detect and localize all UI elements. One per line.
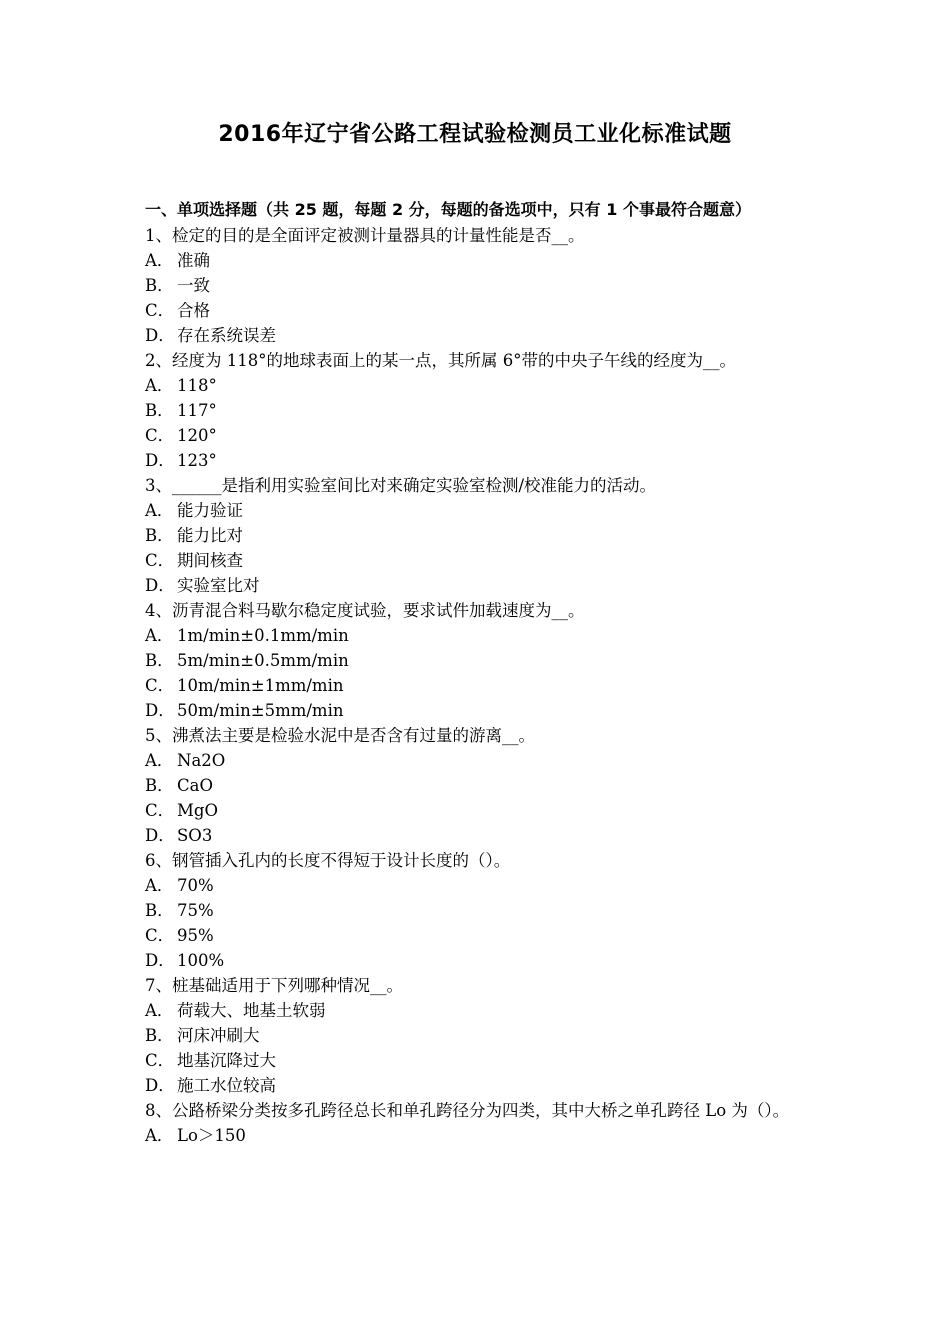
answer-option xyxy=(145,248,810,273)
answer-option xyxy=(145,523,810,548)
answer-option xyxy=(145,623,810,648)
option-letter: D． xyxy=(145,1076,175,1095)
option-text: 123° xyxy=(177,451,217,470)
option-text: Lo＞150 xyxy=(177,1126,246,1145)
option-text: 合格 xyxy=(177,301,210,320)
question-item xyxy=(145,348,810,473)
question-item xyxy=(145,473,810,598)
option-letter: A． xyxy=(145,1001,174,1020)
option-letter: B． xyxy=(145,901,174,920)
question-item xyxy=(145,848,810,973)
answer-option xyxy=(145,448,810,473)
option-text: 存在系统误差 xyxy=(177,326,276,345)
answer-option xyxy=(145,1073,810,1098)
option-letter: C． xyxy=(145,551,175,570)
question-text: 2、经度为 118°的地球表面上的某一点，其所属 6°带的中央子午线的经度为__。 xyxy=(145,351,736,370)
option-letter: B． xyxy=(145,276,174,295)
option-text: 施工水位较高 xyxy=(177,1076,276,1095)
option-letter: C． xyxy=(145,801,175,820)
question-item xyxy=(145,223,810,348)
option-letter: D． xyxy=(145,826,175,845)
question-text: 4、沥青混合料马歇尔稳定度试验，要求试件加载速度为__。 xyxy=(145,601,585,620)
option-letter: B． xyxy=(145,1026,174,1045)
answer-option xyxy=(145,923,810,948)
answer-option xyxy=(145,798,810,823)
option-letter: D． xyxy=(145,576,175,595)
option-text: 70% xyxy=(177,876,214,895)
option-text: 95% xyxy=(177,926,214,945)
answer-option xyxy=(145,648,810,673)
answer-option xyxy=(145,373,810,398)
option-text: 荷载大、地基土软弱 xyxy=(177,1001,326,1020)
question-list xyxy=(145,223,810,1148)
document-content xyxy=(145,197,810,1148)
option-letter: B． xyxy=(145,401,174,420)
option-text: 1m/min±0.1mm/min xyxy=(177,626,349,645)
option-letter: A． xyxy=(145,626,174,645)
option-text: SO3 xyxy=(177,826,213,845)
option-text: 50m/min±5mm/min xyxy=(177,701,344,720)
option-text: CaO xyxy=(177,776,213,795)
option-letter: B． xyxy=(145,776,174,795)
question-text: 6、钢管插入孔内的长度不得短于设计长度的（）。 xyxy=(145,851,511,870)
answer-option xyxy=(145,873,810,898)
answer-option xyxy=(145,1023,810,1048)
section-heading: 一、单项选择题（共 25 题，每题 2 分，每题的备选项中，只有 1 个事最符合题意） xyxy=(145,200,751,219)
option-letter: C． xyxy=(145,676,175,695)
option-letter: C． xyxy=(145,426,175,445)
option-letter: C． xyxy=(145,301,175,320)
option-letter: A． xyxy=(145,501,174,520)
question-text: 1、检定的目的是全面评定被测计量器具的计量性能是否__。 xyxy=(145,226,585,245)
option-text: 期间核查 xyxy=(177,551,243,570)
option-text: 117° xyxy=(177,401,217,420)
option-text: MgO xyxy=(177,801,218,820)
option-letter: A． xyxy=(145,1126,174,1145)
answer-option xyxy=(145,298,810,323)
answer-option xyxy=(145,898,810,923)
option-text: 准确 xyxy=(177,251,210,270)
answer-option xyxy=(145,998,810,1023)
option-letter: D． xyxy=(145,701,175,720)
question-item xyxy=(145,723,810,848)
answer-option xyxy=(145,698,810,723)
document-title: 2016年辽宁省公路工程试验检测员工业化标准试题 xyxy=(218,122,732,147)
option-text: 河床冲刷大 xyxy=(177,1026,260,1045)
answer-option xyxy=(145,673,810,698)
option-letter: A． xyxy=(145,376,174,395)
answer-option xyxy=(145,948,810,973)
option-letter: B． xyxy=(145,651,174,670)
option-letter: B． xyxy=(145,526,174,545)
question-item xyxy=(145,973,810,1098)
option-letter: A． xyxy=(145,251,174,270)
question-text: 7、桩基础适用于下列哪种情况__。 xyxy=(145,976,403,995)
option-text: 能力比对 xyxy=(177,526,243,545)
question-item xyxy=(145,598,810,723)
answer-option xyxy=(145,823,810,848)
option-text: 10m/min±1mm/min xyxy=(177,676,344,695)
question-text: 5、沸煮法主要是检验水泥中是否含有过量的游离__。 xyxy=(145,726,535,745)
option-letter: C． xyxy=(145,926,175,945)
option-text: 75% xyxy=(177,901,214,920)
answer-option xyxy=(145,1123,810,1148)
option-text: 一致 xyxy=(177,276,210,295)
question-text: 8、公路桥梁分类按多孔跨径总长和单孔跨径分为四类，其中大桥之单孔跨径 Lo 为（）。 xyxy=(145,1101,790,1120)
question-text: 3、______是指利用实验室间比对来确定实验室检测/校准能力的活动。 xyxy=(145,476,657,495)
option-text: 5m/min±0.5mm/min xyxy=(177,651,349,670)
answer-option xyxy=(145,273,810,298)
option-text: 118° xyxy=(177,376,217,395)
answer-option xyxy=(145,1048,810,1073)
answer-option xyxy=(145,398,810,423)
option-letter: D． xyxy=(145,451,175,470)
option-text: 地基沉降过大 xyxy=(177,1051,276,1070)
option-letter: A． xyxy=(145,751,174,770)
answer-option xyxy=(145,573,810,598)
option-text: 能力验证 xyxy=(177,501,243,520)
answer-option xyxy=(145,498,810,523)
answer-option xyxy=(145,773,810,798)
option-letter: D． xyxy=(145,951,175,970)
answer-option xyxy=(145,323,810,348)
option-text: 实验室比对 xyxy=(177,576,260,595)
option-letter: D． xyxy=(145,326,175,345)
option-letter: A． xyxy=(145,876,174,895)
option-text: Na2O xyxy=(177,751,226,770)
answer-option xyxy=(145,548,810,573)
option-text: 100% xyxy=(177,951,225,970)
option-letter: C． xyxy=(145,1051,175,1070)
option-text: 120° xyxy=(177,426,217,445)
answer-option xyxy=(145,423,810,448)
answer-option xyxy=(145,748,810,773)
question-item xyxy=(145,1098,810,1148)
